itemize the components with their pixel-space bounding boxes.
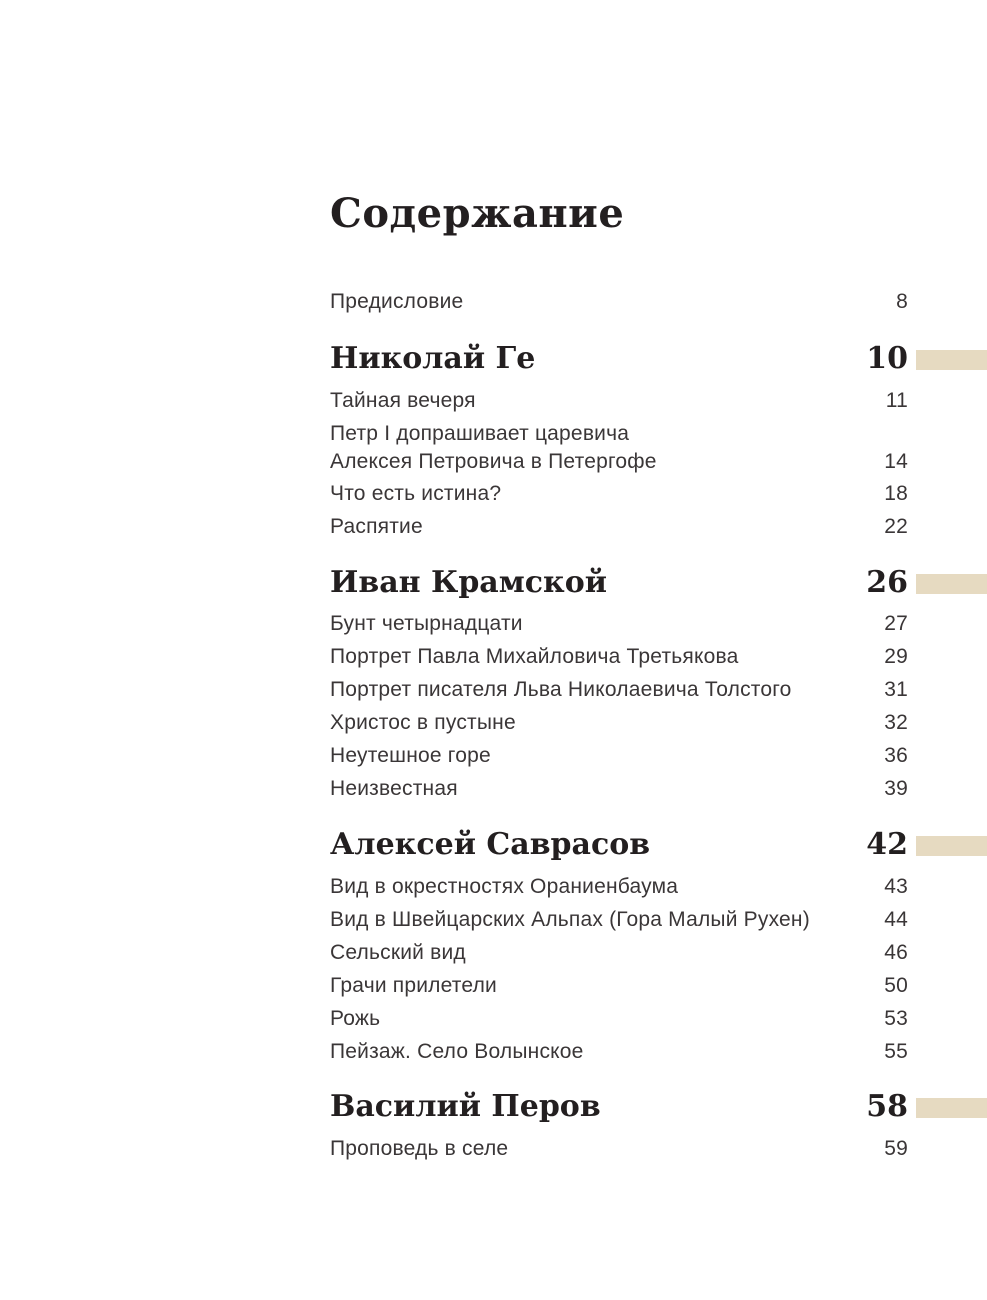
toc-entry[interactable] (330, 643, 908, 671)
toc-entry-page: 18 (884, 482, 908, 505)
toc-entry-title: Предисловие (330, 290, 464, 313)
toc-section-heading[interactable] (330, 1087, 908, 1127)
toc-entry-page: 55 (884, 1040, 908, 1063)
section-page-number: 42 (866, 827, 908, 862)
toc-entry[interactable] (330, 1038, 908, 1066)
section-tab-marker (916, 836, 987, 856)
section-artist-name: Василий Перов (330, 1089, 601, 1124)
toc-entry-title: Пейзаж. Село Волынское (330, 1040, 584, 1063)
toc-entry-page: 44 (884, 908, 908, 931)
toc-entry-title: Неизвестная (330, 777, 458, 800)
section-tab-marker (916, 350, 987, 370)
toc-entry[interactable] (330, 939, 908, 967)
toc-entry-title: Грачи прилетели (330, 974, 497, 997)
section-tab-marker (916, 1098, 987, 1118)
section-tab-marker (916, 574, 987, 594)
toc-entry-page: 32 (884, 711, 908, 734)
toc-entry[interactable] (330, 420, 908, 476)
toc-entry-page: 14 (884, 450, 908, 473)
toc-entry-preface[interactable] (330, 288, 908, 316)
toc-entry-page: 46 (884, 941, 908, 964)
section-page-number: 10 (866, 341, 908, 376)
toc-entry-page: 39 (884, 777, 908, 800)
page-title: Содержание (330, 190, 625, 237)
toc-entry[interactable] (330, 972, 908, 1000)
section-artist-name: Николай Ге (330, 341, 536, 376)
toc-entry-page: 8 (896, 290, 908, 313)
toc-entry-page: 53 (884, 1007, 908, 1030)
toc-entry[interactable] (330, 1005, 908, 1033)
toc-entry-title: Распятие (330, 515, 423, 538)
toc-entry[interactable] (330, 513, 908, 541)
toc-entry-page: 22 (884, 515, 908, 538)
toc-entry-title: Портрет писателя Льва Николаевича Толстого (330, 678, 792, 701)
toc-section-heading[interactable] (330, 563, 908, 603)
section-page-number: 58 (866, 1089, 908, 1124)
toc-entry[interactable] (330, 906, 908, 934)
toc-entry-page: 31 (884, 678, 908, 701)
toc-entry-title: Вид в окрестностях Ораниенбаума (330, 875, 679, 898)
toc-entry-title: Вид в Швейцарских Альпах (Гора Малый Рухен) (330, 908, 810, 931)
toc-entry-title: Бунт четырнадцати (330, 612, 523, 635)
toc-section-heading[interactable] (330, 825, 908, 865)
toc-entry[interactable] (330, 387, 908, 415)
toc-entry-title: Рожь (330, 1007, 381, 1030)
toc-entry[interactable] (330, 676, 908, 704)
toc-entry[interactable] (330, 480, 908, 508)
toc-entry-page: 29 (884, 645, 908, 668)
toc-entry-title: Портрет Павла Михайловича Третьякова (330, 645, 739, 668)
toc-entry[interactable] (330, 610, 908, 638)
toc-entry-title: Петр I допрашивает царевича Алексея Петровича в Петергофе (330, 422, 657, 473)
toc-section-heading[interactable] (330, 339, 908, 379)
toc-entry-title: Проповедь в селе (330, 1137, 509, 1160)
section-artist-name: Алексей Саврасов (330, 827, 651, 862)
section-page-number: 26 (866, 565, 908, 600)
toc-entry-title: Христос в пустыне (330, 711, 516, 734)
toc-entry-page: 11 (885, 389, 908, 412)
toc-entry-page: 27 (884, 612, 908, 635)
toc-entry[interactable] (330, 742, 908, 770)
toc-entry[interactable] (330, 873, 908, 901)
toc-entry-page: 50 (884, 974, 908, 997)
section-artist-name: Иван Крамской (330, 565, 607, 600)
toc-entry-page: 59 (884, 1137, 908, 1160)
toc-entry[interactable] (330, 1135, 908, 1163)
toc-entry-title: Сельский вид (330, 941, 466, 964)
toc-entry[interactable] (330, 775, 908, 803)
toc-entry-page: 36 (884, 744, 908, 767)
toc-entry-page: 43 (884, 875, 908, 898)
toc-entry-title: Что есть истина? (330, 482, 502, 505)
toc-entry-title: Тайная вечеря (330, 389, 476, 412)
toc-entry[interactable] (330, 709, 908, 737)
toc-entry-title: Неутешное горе (330, 744, 491, 767)
